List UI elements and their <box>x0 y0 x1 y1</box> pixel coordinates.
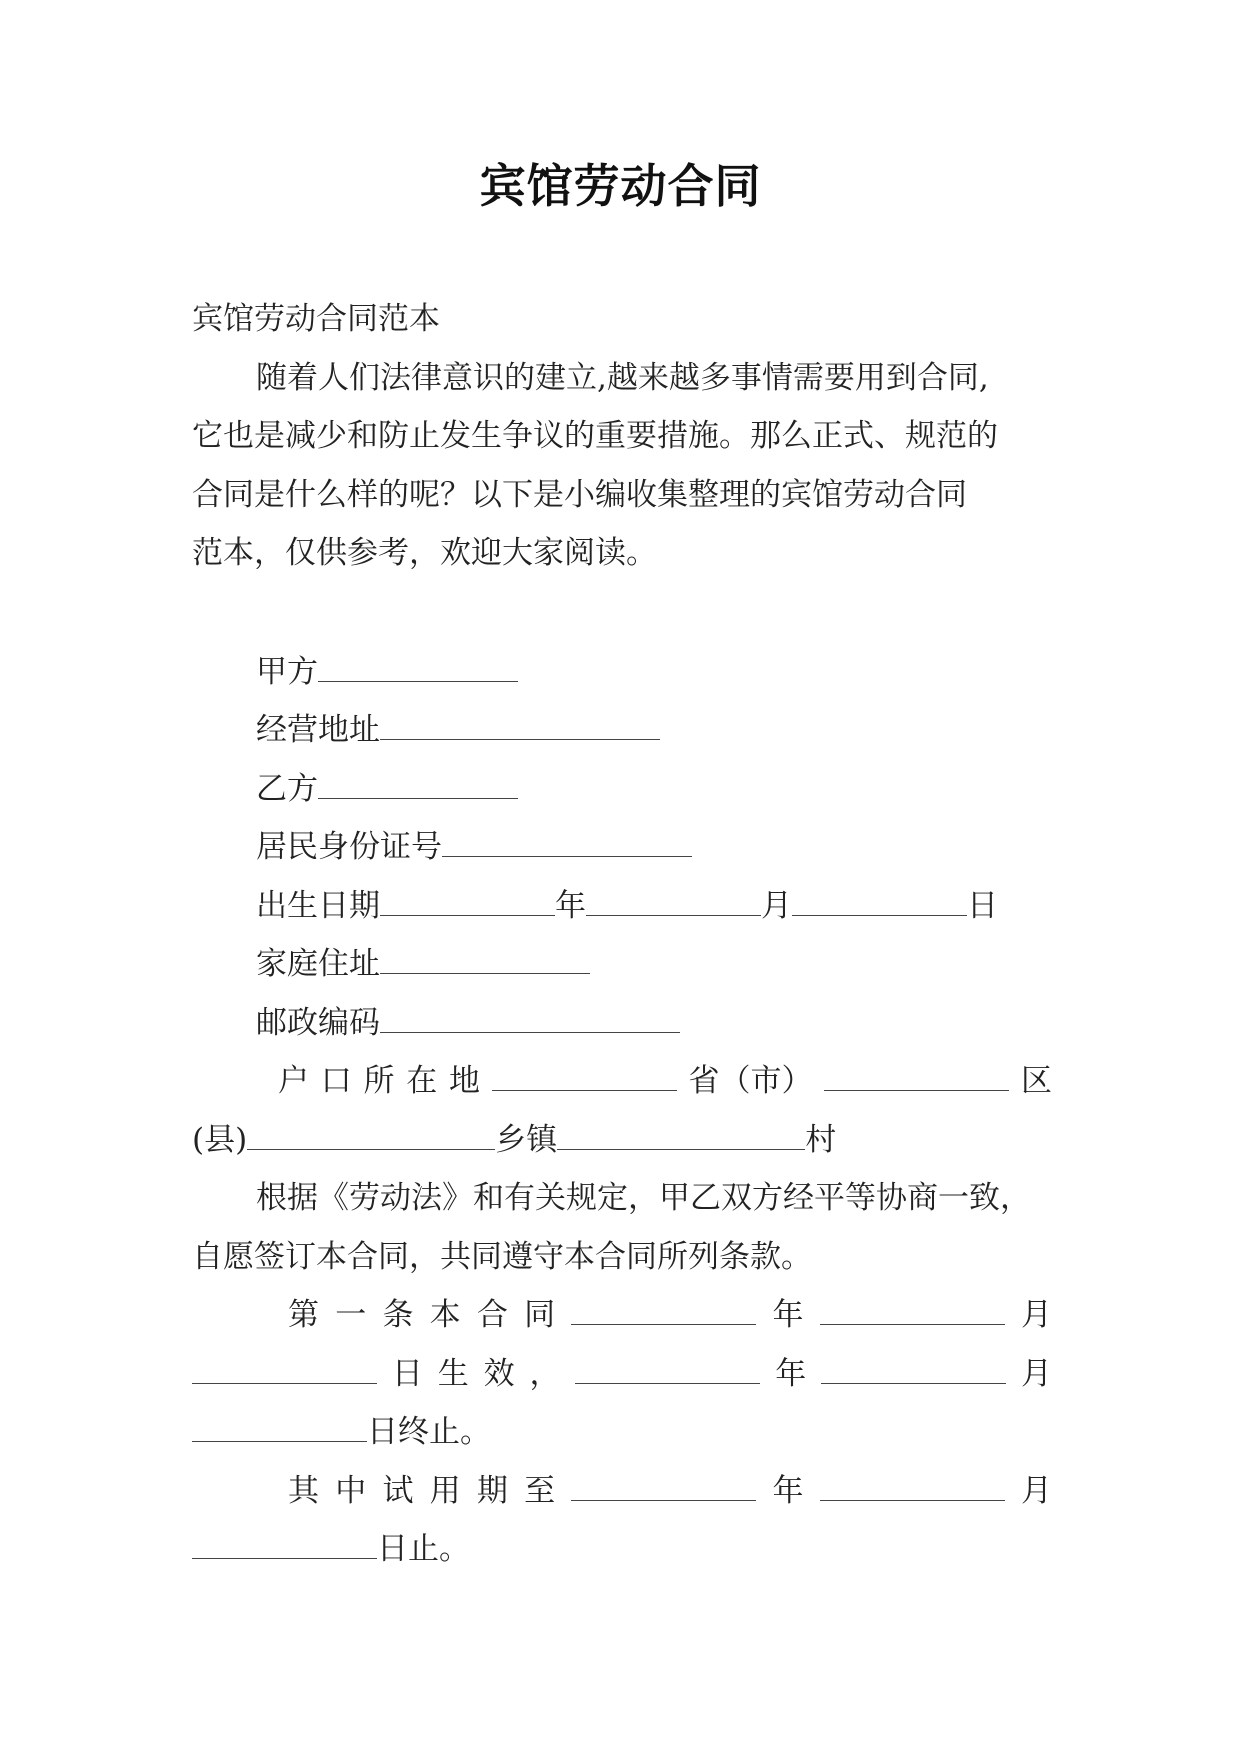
probation-row-1 <box>192 1462 1052 1521</box>
birth-month-blank[interactable] <box>586 885 761 916</box>
birth-year-blank[interactable] <box>380 885 555 916</box>
party-b-blank[interactable] <box>318 768 518 799</box>
start-day-blank[interactable] <box>192 1353 377 1384</box>
probation-char-5: 期 <box>476 1472 508 1509</box>
hukou-township-blank[interactable] <box>557 1119 805 1150</box>
end-month-label: 月 <box>1021 1355 1052 1392</box>
birth-day-blank[interactable] <box>792 885 967 916</box>
article1-char-4: 本 <box>429 1297 461 1333</box>
start-year-label: 年 <box>772 1297 804 1333</box>
document-title: 宾馆劳动合同 <box>479 159 762 213</box>
hukou-county-blank[interactable] <box>247 1119 495 1150</box>
start-month-blank[interactable] <box>820 1294 1005 1325</box>
probation-char-1: 其 <box>288 1472 319 1509</box>
hukou-char-2: 口 <box>320 1063 352 1099</box>
party-a-row <box>192 643 1052 702</box>
article1-row-2 <box>192 1345 1052 1404</box>
probation-char-6: 至 <box>524 1472 556 1509</box>
article1-char-3: 条 <box>382 1297 414 1333</box>
probation-year-blank[interactable] <box>571 1470 756 1501</box>
hukou-district-blank[interactable] <box>824 1060 1009 1091</box>
home-address-blank[interactable] <box>380 943 590 974</box>
postal-code-row <box>192 994 1052 1053</box>
end-day-blank[interactable] <box>192 1411 367 1442</box>
probation-char-3: 试 <box>382 1472 414 1509</box>
party-b-row <box>192 760 1052 819</box>
party-a-label: 甲方 <box>256 653 318 690</box>
end-year-blank[interactable] <box>575 1353 760 1384</box>
address-label: 经营地址 <box>256 712 380 748</box>
effective-char-1: 日 <box>391 1355 423 1392</box>
paragraph-gap <box>192 583 1052 643</box>
address-blank[interactable] <box>380 709 660 740</box>
county-label: (县) <box>192 1121 248 1158</box>
hukou-row-2 <box>192 1111 1052 1170</box>
hukou-row <box>192 1052 1052 1111</box>
township-label: 乡镇 <box>495 1121 558 1158</box>
intro-line-3: 合同是什么样的呢？以下是小编收集整理的宾馆劳动合同 <box>192 476 967 513</box>
id-number-blank[interactable] <box>442 826 692 857</box>
birth-date-row <box>192 877 1052 936</box>
effective-char-3: 效 <box>483 1355 515 1392</box>
agreement-line-2: 自愿签订本合同，共同遵守本合同所列条款。 <box>192 1238 812 1275</box>
article1-row-3 <box>192 1403 1052 1462</box>
home-address-label: 家庭住址 <box>256 946 380 982</box>
address-row <box>192 701 1052 760</box>
start-month-label: 月 <box>1020 1297 1052 1333</box>
termination-text: 日终止。 <box>367 1414 491 1450</box>
intro-line-2: 它也是减少和防止发生争议的重要措施。那么正式、规范的 <box>192 418 998 454</box>
hukou-char-1: 户 <box>278 1063 309 1099</box>
effective-char-4: ， <box>529 1355 561 1392</box>
hukou-char-3: 所 <box>363 1063 395 1099</box>
birth-month-label: 月 <box>761 887 792 924</box>
postal-code-label: 邮政编码 <box>256 1004 380 1041</box>
article1-char-6: 同 <box>524 1297 556 1333</box>
probation-end-text: 日止。 <box>377 1531 470 1567</box>
village-label: 村 <box>805 1121 837 1158</box>
hukou-province-blank[interactable] <box>492 1060 677 1091</box>
birth-day-label: 日 <box>967 887 998 924</box>
agreement-line-1: 根据《劳动法》和有关规定，甲乙双方经平等协商一致， <box>256 1180 1031 1216</box>
document-body <box>192 290 1052 1579</box>
party-a-blank[interactable] <box>318 651 518 682</box>
birth-date-label: 出生日期 <box>256 887 380 924</box>
hukou-char-4: 在 <box>406 1063 438 1099</box>
probation-char-2: 中 <box>335 1472 367 1509</box>
province-label: 省（市） <box>688 1063 813 1099</box>
home-address-row <box>192 935 1052 994</box>
intro-line-4: 范本，仅供参考，欢迎大家阅读。 <box>192 535 657 571</box>
article1-char-2: 一 <box>335 1297 367 1333</box>
article1-char-1: 第 <box>288 1297 319 1333</box>
intro-line-1: 随着人们法律意识的建立,越来越多事情需要用到合同, <box>256 359 989 396</box>
id-number-row <box>192 818 1052 877</box>
birth-year-label: 年 <box>555 887 586 924</box>
id-number-label: 居民身份证号 <box>256 829 442 865</box>
postal-code-blank[interactable] <box>380 1002 680 1033</box>
probation-month-label: 月 <box>1020 1472 1052 1509</box>
end-year-label: 年 <box>775 1355 807 1392</box>
document-subtitle: 宾馆劳动合同范本 <box>192 301 440 337</box>
article1-row-1 <box>192 1286 1052 1345</box>
probation-row-2 <box>192 1520 1052 1579</box>
start-year-blank[interactable] <box>571 1294 756 1325</box>
article1-char-5: 合 <box>476 1297 508 1333</box>
district-label: 区 <box>1021 1063 1052 1099</box>
probation-month-blank[interactable] <box>820 1470 1005 1501</box>
probation-year-label: 年 <box>772 1472 804 1509</box>
effective-char-2: 生 <box>437 1355 469 1392</box>
party-b-label: 乙方 <box>256 770 318 807</box>
probation-char-4: 用 <box>429 1472 461 1509</box>
hukou-char-5: 地 <box>449 1063 480 1099</box>
end-month-blank[interactable] <box>821 1353 1006 1384</box>
probation-day-blank[interactable] <box>192 1528 377 1559</box>
